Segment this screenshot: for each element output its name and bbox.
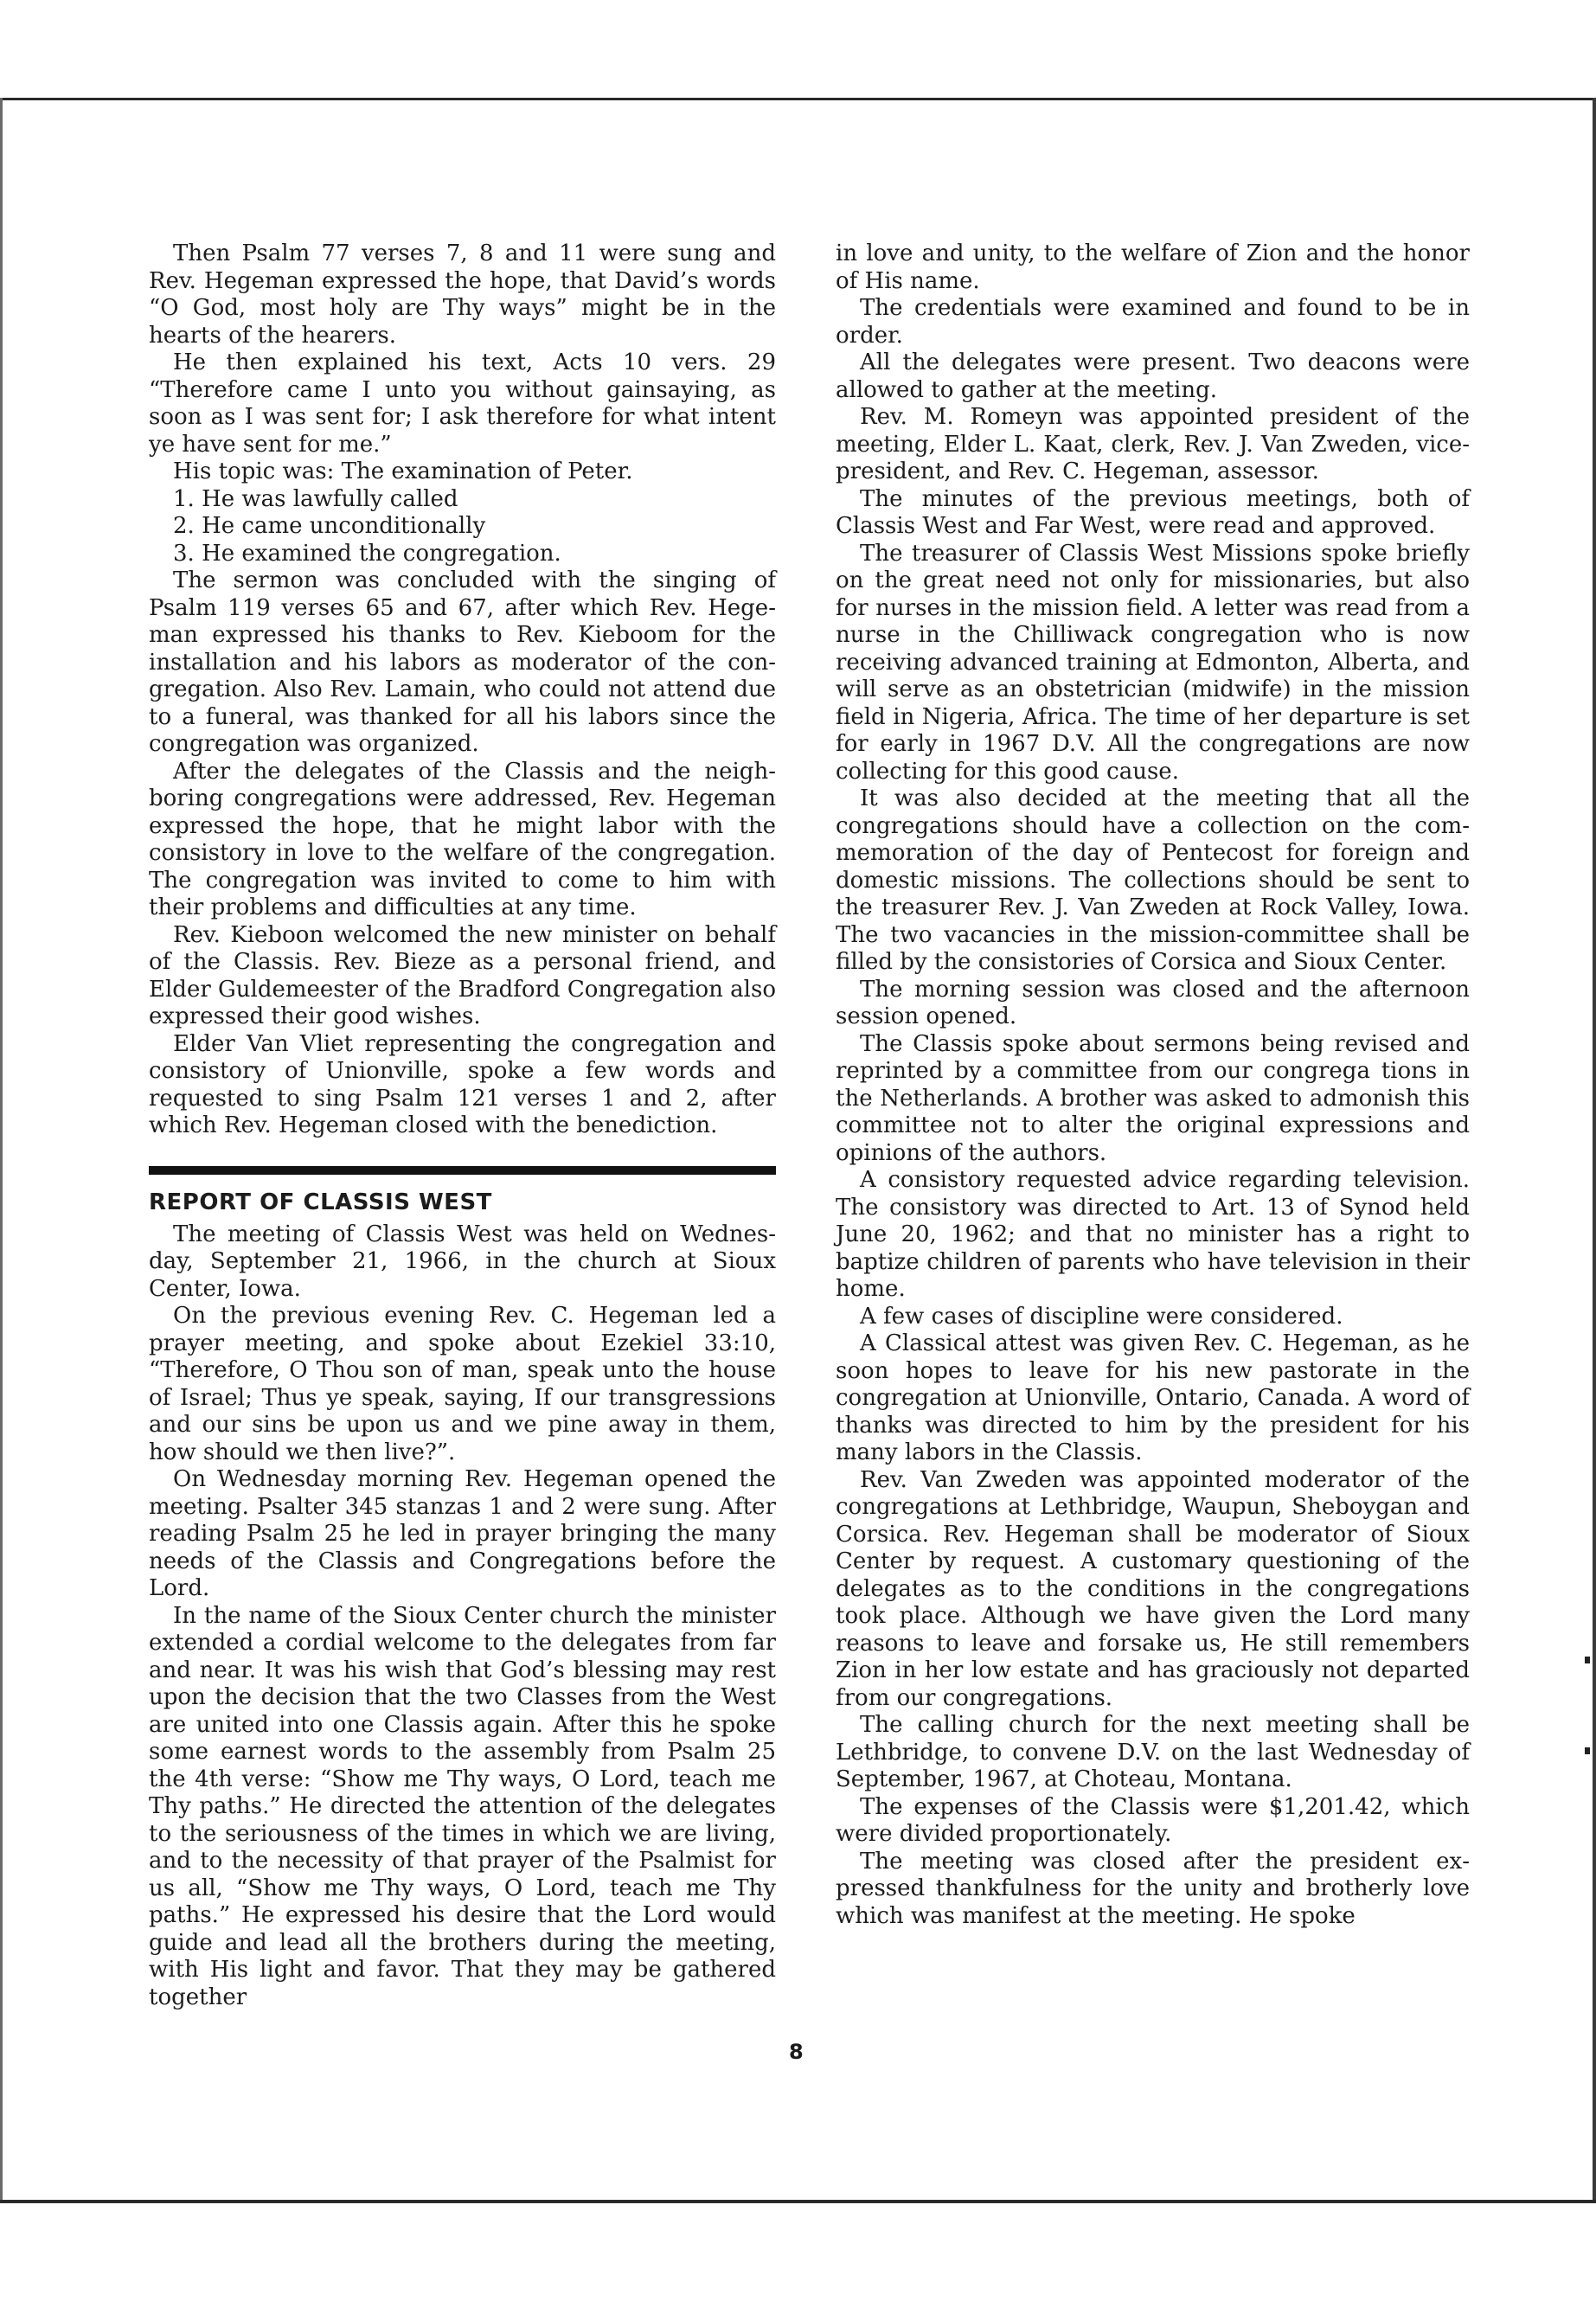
scan-edge-top bbox=[0, 98, 1596, 100]
paragraph: The expenses of the Classis were $1,201.42, which were divided proportionately. bbox=[836, 1793, 1470, 1847]
margin-mark bbox=[1585, 1747, 1590, 1754]
paragraph: The minutes of the previous meetings, both of Classis West and Far West, were read and approved. bbox=[836, 485, 1470, 539]
page-number: 8 bbox=[789, 2040, 804, 2064]
paragraph: Then Psalm 77 verses 7, 8 and 11 were sung and Rev. Hegeman expressed the hope, that David’s words “O God, most holy are Thy ways” might be in the hearts of the hearers. bbox=[149, 240, 776, 349]
section-divider bbox=[149, 1166, 776, 1175]
list-item: 3. He examined the congregation. bbox=[173, 540, 561, 567]
paragraph: Elder Van Vliet representing the congregation and consistory of Unionville, spoke a few words and requested to sing Psalm 121 verses 1 and 2, after which Rev. Hegeman closed with the benediction. bbox=[149, 1030, 776, 1138]
paragraph-continuation: in love and unity, to the welfare of Zion and the honor of His name. bbox=[836, 240, 1470, 294]
paragraph: On the previous evening Rev. C. Hegeman led a prayer meeting, and spoke about Ezekiel 33:10, “Therefore, O Thou son of man, speak unto the house of Israel; Thus ye speak, saying, If our transgressions and our sins be upon us and we pine away in them, how should we then live?”. bbox=[149, 1303, 776, 1465]
list-item: 1. He was lawfully called bbox=[173, 485, 458, 512]
scan-edge-bottom bbox=[0, 2200, 1596, 2203]
scan-edge-left bbox=[0, 98, 3, 2203]
paragraph: He then explained his text, Acts 10 vers. 29 “Therefore came I unto you without gainsaying, as soon as I was sent for; I ask therefore for what intent ye have sent for me.” bbox=[149, 349, 776, 458]
paragraph: Rev. M. Romeyn was appointed president of the meeting, Elder L. Kaat, clerk, Rev. J. Van Zweden, vice-president, and Rev. C. Hegeman, assessor. bbox=[836, 404, 1470, 484]
paragraph: A few cases of discipline were considered. bbox=[860, 1303, 1343, 1330]
paragraph: All the delegates were present. Two deacons were allowed to gather at the meeting. bbox=[836, 349, 1470, 403]
paragraph: Rev. Van Zweden was appointed moderator of the congregations at Lethbridge, Waupun, Sheboygan and Corsica. Rev. Hegeman shall be moderator of Sioux Center by request. A customary questioning of the delegates as to the conditions in the congregations took place. Although we have given the Lord many reasons to leave and forsake us, He still remembers Zion in her low estate and has graciously not departed from our congregations. bbox=[836, 1466, 1470, 1711]
margin-mark bbox=[1585, 1657, 1590, 1663]
left-column bbox=[149, 240, 776, 2011]
paragraph: The calling church for the next meeting shall be Lethbridge, to convene D.V. on the last Wednesday of September, 1967, at Choteau, Montana. bbox=[836, 1712, 1470, 1792]
paragraph: After the delegates of the Classis and the neighboring congregations were addressed, Rev. Hegeman expressed the hope, that he might labor with the consistory in love to the welfare of the congregation. The congregation was invited to come to him with their problems and difficulties at any time. bbox=[149, 758, 776, 920]
paragraph: His topic was: The examination of Peter. bbox=[173, 458, 633, 484]
paragraph: The sermon was concluded with the singing of Psalm 119 verses 65 and 67, after which Rev. Hegeman expressed his thanks to Rev. Kieboom for the installation and his labors as moderator of the congregation. Also Rev. Lamain, who could not attend due to a funeral, was thanked for all his labors since the congregation was organized. bbox=[149, 567, 776, 757]
right-column bbox=[836, 240, 1470, 1930]
paragraph: A Classical attest was given Rev. C. Hegeman, as he soon hopes to leave for his new pastorate in the congregation at Unionville, Ontario, Canada. A word of thanks was directed to him by the president for his many labors in the Classis. bbox=[836, 1330, 1470, 1465]
paragraph: The credentials were examined and found to be in order. bbox=[836, 295, 1470, 349]
list-item: 2. He came unconditionally bbox=[173, 513, 486, 539]
paragraph: The Classis spoke about sermons being revised and reprinted by a committee from our congrega tions in the Netherlands. A brother was asked to admonish this committee not to alter the original expressions and opinions of the authors. bbox=[836, 1030, 1470, 1166]
paragraph: On Wednesday morning Rev. Hegeman opened the meeting. Psalter 345 stanzas 1 and 2 were sung. After reading Psalm 25 he led in prayer bringing the many needs of the Classis and Congregations before the Lord. bbox=[149, 1466, 776, 1601]
paragraph: It was also decided at the meeting that all the congregations should have a collection on the commemoration of the day of Pentecost for foreign and domestic missions. The collections should be sent to the treasurer Rev. J. Van Zweden at Rock Valley, Iowa. The two vacancies in the mission-committee shall be filled by the consistories of Corsica and Sioux Center. bbox=[836, 785, 1470, 975]
scan-edge-right bbox=[1593, 98, 1596, 2203]
paragraph: The morning session was closed and the afternoon session opened. bbox=[836, 976, 1470, 1029]
paragraph: In the name of the Sioux Center church the minister extended a cordial welcome to the delegates from far and near. It was his wish that God’s blessing may rest upon the decision that the two Classes from the West are united into one Classis again. After this he spoke some earnest words to the assembly from Psalm 25 the 4th verse: “Show me Thy ways, O Lord, teach me Thy paths.” He directed the attention of the delegates to the seriousness of the times in which we are living, and to the necessity of that prayer of the Psalmist for us all, “Show me Thy ways, O Lord, teach me Thy paths.” He expressed his desire that the Lord would guide and lead all the brothers during the meeting, with His light and favor. That they may be gathered together bbox=[149, 1602, 776, 2010]
paragraph: The meeting was closed after the president expressed thankfulness for the unity and brotherly love which was manifest at the meeting. He spoke bbox=[836, 1848, 1470, 1929]
section-heading: REPORT OF CLASSIS WEST bbox=[149, 1189, 492, 1215]
paragraph: The treasurer of Classis West Missions spoke briefly on the great need not only for missionaries, but also for nurses in the mission field. A letter was read from a nurse in the Chilliwack congregation who is now receiving advanced training at Edmonton, Alberta, and will serve as an obstetrician (midwife) in the mission field in Nigeria, Africa. The time of her departure is set for early in 1967 D.V. All the congregations are now collecting for this good cause. bbox=[836, 540, 1470, 785]
paragraph: Rev. Kieboon welcomed the new minister on behalf of the Classis. Rev. Bieze as a personal friend, and Elder Guldemeester of the Bradford Congregation also expressed their good wishes. bbox=[149, 921, 776, 1029]
paragraph: The meeting of Classis West was held on Wednesday, September 21, 1966, in the church at Sioux Center, Iowa. bbox=[149, 1221, 776, 1302]
paragraph: A consistory requested advice regarding television. The consistory was directed to Art. 13 of Synod held June 20, 1962; and that no minister has a right to baptize children of parents who have television in their home. bbox=[836, 1167, 1470, 1302]
